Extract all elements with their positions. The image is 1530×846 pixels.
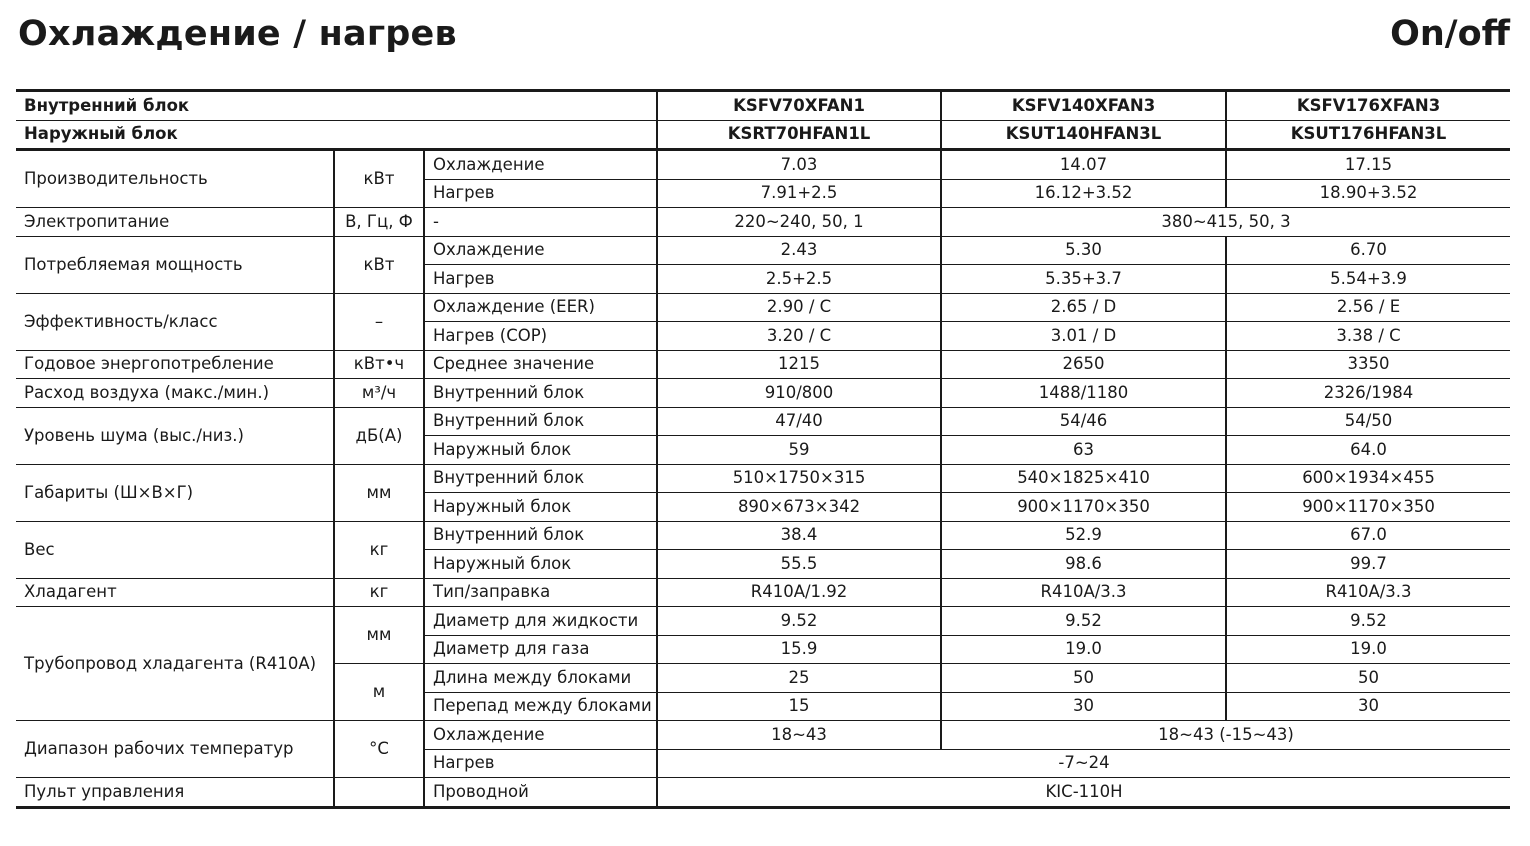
unit-cell: м <box>334 664 424 721</box>
value-cell: 5.35+3.7 <box>941 265 1226 294</box>
value-cell: 59 <box>657 436 941 465</box>
value-cell: 16.12+3.52 <box>941 179 1226 208</box>
value-cell: 2.56 / E <box>1226 293 1510 322</box>
value-cell: 2.90 / C <box>657 293 941 322</box>
table-row <box>16 379 1510 408</box>
param-label: Вес <box>16 521 334 578</box>
model-cell: KSFV140XFAN3 <box>941 91 1226 121</box>
table-row <box>16 607 1510 636</box>
value-cell: 55.5 <box>657 550 941 579</box>
value-cell: 18.90+3.52 <box>1226 179 1510 208</box>
value-cell: R410A/1.92 <box>657 578 941 607</box>
value-cell: R410A/3.3 <box>1226 578 1510 607</box>
mode-cell: Нагрев <box>424 179 657 208</box>
param-label: Уровень шума (выс./низ.) <box>16 407 334 464</box>
value-cell: 54/50 <box>1226 407 1510 436</box>
value-cell: -7~24 <box>657 749 1510 778</box>
value-cell: 14.07 <box>941 150 1226 180</box>
model-cell: KSFV176XFAN3 <box>1226 91 1510 121</box>
param-label: Хладагент <box>16 578 334 607</box>
mode-cell: Охлаждение <box>424 150 657 180</box>
param-label: Эффективность/класс <box>16 293 334 350</box>
value-cell: 5.54+3.9 <box>1226 265 1510 294</box>
value-cell: 3350 <box>1226 350 1510 379</box>
value-cell: 19.0 <box>1226 635 1510 664</box>
value-cell: 900×1170×350 <box>1226 493 1510 522</box>
value-cell: 9.52 <box>657 607 941 636</box>
unit-cell: кг <box>334 578 424 607</box>
param-label: Габариты (Ш×В×Г) <box>16 464 334 521</box>
value-cell: 15.9 <box>657 635 941 664</box>
table-row <box>16 778 1510 808</box>
unit-cell: мм <box>334 464 424 521</box>
mode-cell: Внутренний блок <box>424 379 657 408</box>
value-cell: 2.5+2.5 <box>657 265 941 294</box>
value-cell: 2.65 / D <box>941 293 1226 322</box>
value-cell: 890×673×342 <box>657 493 941 522</box>
table-row <box>16 208 1510 237</box>
value-cell: 380~415, 50, 3 <box>941 208 1510 237</box>
table-row <box>16 464 1510 493</box>
param-label: Расход воздуха (макс./мин.) <box>16 379 334 408</box>
value-cell: 1488/1180 <box>941 379 1226 408</box>
unit-cell: кВт <box>334 150 424 208</box>
unit-cell: кВт•ч <box>334 350 424 379</box>
value-cell: 64.0 <box>1226 436 1510 465</box>
value-cell: 2.43 <box>657 236 941 265</box>
param-label: Трубопровод хладагента (R410A) <box>16 607 334 721</box>
indoor-unit-header: Внутренний блок <box>16 91 657 121</box>
value-cell: 15 <box>657 692 941 721</box>
mode-cell: Диаметр для жидкости <box>424 607 657 636</box>
mode-cell: Наружный блок <box>424 493 657 522</box>
table-row <box>16 91 1510 121</box>
value-cell: 30 <box>1226 692 1510 721</box>
model-cell: KSFV70XFAN1 <box>657 91 941 121</box>
table-row <box>16 521 1510 550</box>
unit-cell: мм <box>334 607 424 664</box>
table-row <box>16 120 1510 150</box>
value-cell: 540×1825×410 <box>941 464 1226 493</box>
value-cell: 2650 <box>941 350 1226 379</box>
table-row <box>16 150 1510 180</box>
value-cell: 30 <box>941 692 1226 721</box>
unit-cell: – <box>334 293 424 350</box>
param-label: Электропитание <box>16 208 334 237</box>
mode-cell: Нагрев (COP) <box>424 322 657 351</box>
value-cell: 50 <box>1226 664 1510 693</box>
mode-cell: Внутренний блок <box>424 521 657 550</box>
value-cell: KIC-110H <box>657 778 1510 808</box>
value-cell: 63 <box>941 436 1226 465</box>
value-cell: 510×1750×315 <box>657 464 941 493</box>
value-cell: 2326/1984 <box>1226 379 1510 408</box>
mode-cell: Среднее значение <box>424 350 657 379</box>
value-cell: 18~43 <box>657 721 941 750</box>
value-cell: 9.52 <box>941 607 1226 636</box>
mode-cell: Наружный блок <box>424 436 657 465</box>
value-cell: 17.15 <box>1226 150 1510 180</box>
mode-cell: Наружный блок <box>424 550 657 579</box>
value-cell: 3.20 / C <box>657 322 941 351</box>
param-label: Пульт управления <box>16 778 334 808</box>
mode-cell: Охлаждение <box>424 721 657 750</box>
mode-cell: Диаметр для газа <box>424 635 657 664</box>
unit-cell <box>334 778 424 808</box>
value-cell: 19.0 <box>941 635 1226 664</box>
mode-cell: Охлаждение <box>424 236 657 265</box>
outdoor-unit-header: Наружный блок <box>16 120 657 150</box>
mode-label: On/off <box>1390 14 1510 54</box>
value-cell: R410A/3.3 <box>941 578 1226 607</box>
value-cell: 7.91+2.5 <box>657 179 941 208</box>
table-row <box>16 236 1510 265</box>
value-cell: 910/800 <box>657 379 941 408</box>
unit-cell: °C <box>334 721 424 778</box>
value-cell: 67.0 <box>1226 521 1510 550</box>
value-cell: 220~240, 50, 1 <box>657 208 941 237</box>
value-cell: 600×1934×455 <box>1226 464 1510 493</box>
mode-cell: Внутренний блок <box>424 464 657 493</box>
value-cell: 900×1170×350 <box>941 493 1226 522</box>
value-cell: 54/46 <box>941 407 1226 436</box>
mode-cell: Внутренний блок <box>424 407 657 436</box>
table-row <box>16 350 1510 379</box>
mode-cell: Нагрев <box>424 749 657 778</box>
mode-cell: Нагрев <box>424 265 657 294</box>
param-label: Годовое энергопотребление <box>16 350 334 379</box>
mode-cell: Тип/заправка <box>424 578 657 607</box>
value-cell: 1215 <box>657 350 941 379</box>
unit-cell: В, Гц, Ф <box>334 208 424 237</box>
page-title: Охлаждение / нагрев <box>18 14 457 54</box>
mode-cell: Охлаждение (EER) <box>424 293 657 322</box>
value-cell: 6.70 <box>1226 236 1510 265</box>
model-cell: KSRT70HFAN1L <box>657 120 941 150</box>
value-cell: 47/40 <box>657 407 941 436</box>
value-cell: 52.9 <box>941 521 1226 550</box>
mode-cell: - <box>424 208 657 237</box>
unit-cell: дБ(А) <box>334 407 424 464</box>
value-cell: 9.52 <box>1226 607 1510 636</box>
value-cell: 3.01 / D <box>941 322 1226 351</box>
table-row <box>16 721 1510 750</box>
model-cell: KSUT140HFAN3L <box>941 120 1226 150</box>
value-cell: 18~43 (-15~43) <box>941 721 1510 750</box>
unit-cell: кВт <box>334 236 424 293</box>
table-row <box>16 578 1510 607</box>
table-row <box>16 293 1510 322</box>
value-cell: 25 <box>657 664 941 693</box>
param-label: Диапазон рабочих температур <box>16 721 334 778</box>
value-cell: 7.03 <box>657 150 941 180</box>
model-cell: KSUT176HFAN3L <box>1226 120 1510 150</box>
unit-cell: кг <box>334 521 424 578</box>
mode-cell: Перепад между блоками <box>424 692 657 721</box>
value-cell: 99.7 <box>1226 550 1510 579</box>
value-cell: 5.30 <box>941 236 1226 265</box>
mode-cell: Длина между блоками <box>424 664 657 693</box>
param-label: Производительность <box>16 150 334 208</box>
spec-table <box>16 89 1510 809</box>
param-label: Потребляемая мощность <box>16 236 334 293</box>
value-cell: 3.38 / C <box>1226 322 1510 351</box>
unit-cell: м³/ч <box>334 379 424 408</box>
value-cell: 38.4 <box>657 521 941 550</box>
value-cell: 50 <box>941 664 1226 693</box>
mode-cell: Проводной <box>424 778 657 808</box>
value-cell: 98.6 <box>941 550 1226 579</box>
table-row <box>16 407 1510 436</box>
